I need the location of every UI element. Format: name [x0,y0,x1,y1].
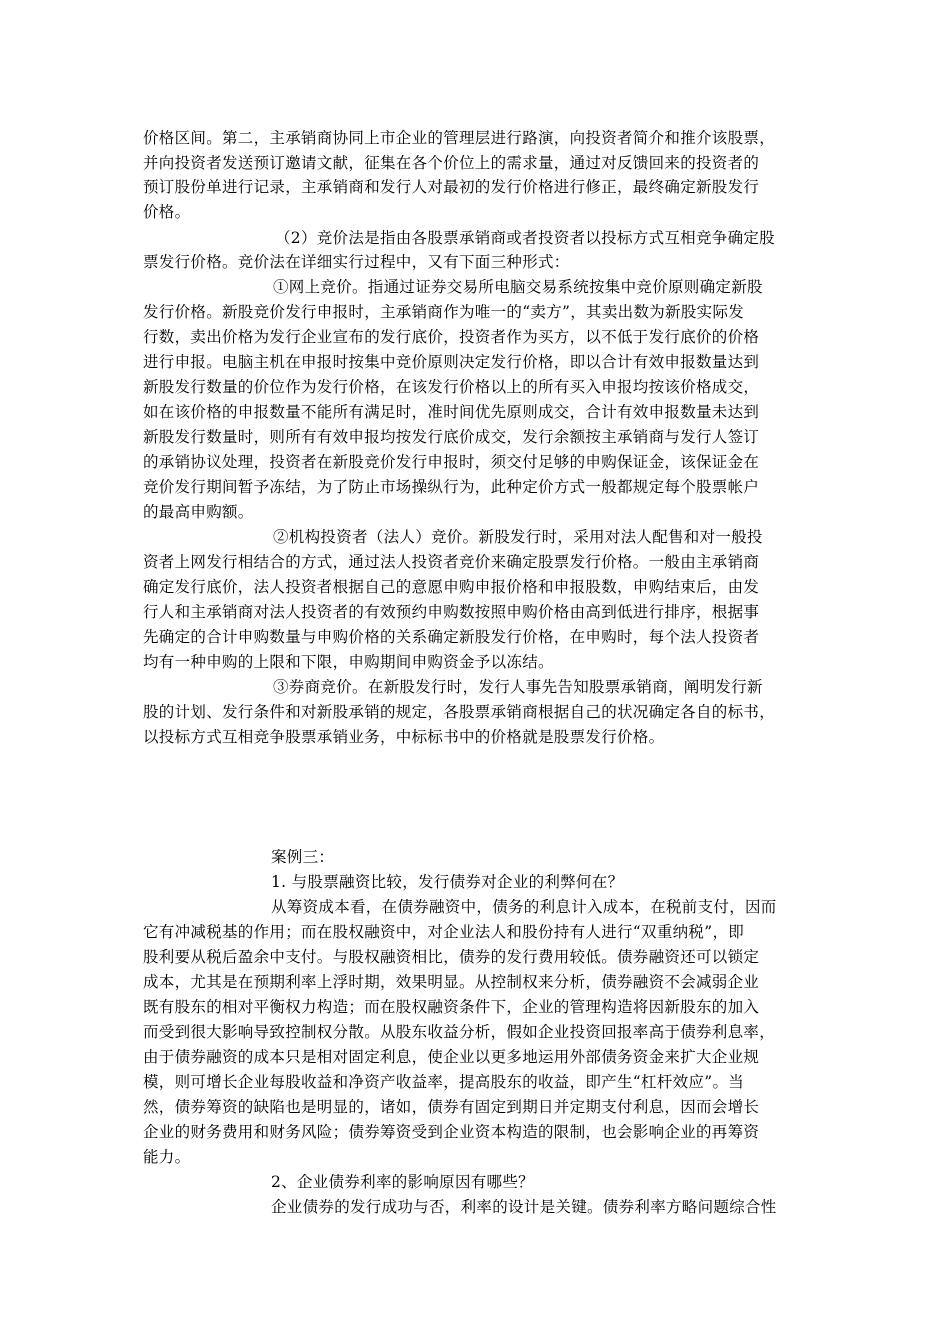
paragraph-line: 股的计划、发行条件和对新股承销的规定，各股票承销商根据自己的状况确定各自的标书， [143,703,776,721]
paragraph-line: 成本，尤其是在预期利率上浮时期，效果明显。从控制权来分析，债券融资不会减弱企业 [143,973,760,991]
paragraph-line: 行数，卖出价格为发行企业宣布的发行底价，投资者作为买方，以不低于发行底价的价格 [143,328,760,346]
paragraph-line: 新股发行数量的价位作为发行价格，在该发行价格以上的所有买入申报均按该价格成交， [143,378,760,396]
paragraph-line: 确定发行底价，法人投资者根据自己的意愿申购申报价格和申报股数，申购结束后，由发 [143,578,760,596]
paragraph-line: 进行申报。电脑主机在申报时按集中竞价原则决定发行价格，即以合计有效申报数量达到 [143,353,760,371]
paragraph-line: 价格。 [143,203,191,221]
question-heading: 2、企业债券利率的影响原因有哪些？ [271,1173,534,1191]
paragraph-line: 企业的财务费用和财务风险；债券筹资受到企业资本构造的限制，也会影响企业的再筹资 [143,1123,760,1141]
question-heading: 1. 与股票融资比较，发行债券对企业的利弊何在？ [271,873,624,891]
paragraph-line: 新股发行数量时，则所有有效申报均按发行底价成交，发行余额按主承销商与发行人签订 [143,428,760,446]
section-heading: 案例三： [271,848,335,866]
paragraph-line: 如在该价格的申报数量不能所有满足时，准时间优先原则成交，合计有效申报数量未达到 [143,403,760,421]
paragraph-line: 而受到很大影响导致控制权分散。从股东收益分析，假如企业投资回报率高于债券利息率， [143,1023,776,1041]
paragraph-line: 的承销协议处理，投资者在新股竞价发行申报时，须交付足够的申购保证金，该保证金在 [143,453,760,471]
paragraph-line: 价格区间。第二，主承销商协同上市企业的管理层进行路演，向投资者简介和推介该股票， [143,129,776,147]
paragraph-line: 以投标方式互相竞争股票承销业务，中标标书中的价格就是股票发行价格。 [143,728,665,746]
paragraph-line: 模，则可增长企业每股收益和净资产收益率，提高股东的收益，即产生“杠杆效应”。当 [143,1073,745,1091]
paragraph-line: 行人和主承销商对法人投资者的有效预约申购数按照申购价格由高到低进行排序，根据事 [143,603,760,621]
paragraph-line: 的最高申购额。 [143,503,254,521]
paragraph-line: 均有一种申购的上限和下限，申购期间申购资金予以冻结。 [143,653,554,671]
paragraph-line: ①网上竞价。指通过证券交易所电脑交易系统按集中竞价原则确定新股 [273,278,763,296]
paragraph-line: 预订股份单进行记录，主承销商和发行人对最初的发行价格进行修正，最终确定新股发行 [143,178,760,196]
paragraph-line: 先确定的合计申购数量与申购价格的关系确定新股发行价格，在申购时，每个法人投资者 [143,628,760,646]
paragraph-line: 股利要从税后盈余中支付。与股权融资相比，债券的发行费用较低。债券融资还可以锁定 [143,948,760,966]
paragraph-line: 它有冲减税基的作用；而在股权融资中，对企业法人和股份持有人进行“双重纳税”，即 [143,923,745,941]
paragraph-line: 资者上网发行相结合的方式，通过法人投资者竞价来确定股票发行价格。一般由主承销商 [143,553,760,571]
paragraph-line: 从筹资成本看，在债券融资中，债务的利息计入成本，在税前支付，因而 [271,898,777,916]
paragraph-line: 企业债券的发行成功与否，利率的设计是关键。债券利率方略问题综合性 [271,1198,777,1216]
paragraph-line: 能力。 [143,1148,191,1166]
paragraph-line: 票发行价格。竞价法在详细实行过程中，又有下面三种形式： [143,253,570,271]
paragraph-line: 由于债券融资的成本只是相对固定利息，使企业以更多地运用外部债务资金来扩大企业规 [143,1048,760,1066]
paragraph-line: 发行价格。新股竞价发行申报时，主承销商作为唯一的“卖方”，其卖出数为新股实际发 [143,303,745,321]
paragraph-line: 然，债券筹资的缺陷也是明显的，诸如，债券有固定到期日并定期支付利息，因而会增长 [143,1098,760,1116]
paragraph-line: ③券商竞价。在新股发行时，发行人事先告知股票承销商，阐明发行新 [273,678,763,696]
paragraph-line: 竞价发行期间暂予冻结，为了防止市场操纵行为，此种定价方式一般都规定每个股票帐户 [143,478,760,496]
paragraph-line: 既有股东的相对平衡权力构造；而在股权融资条件下，企业的管理构造将因新股东的加入 [143,998,760,1016]
paragraph-line: 并向投资者发送预订邀请文献，征集在各个价位上的需求量，通过对反馈回来的投资者的 [143,154,760,172]
paragraph-line: （2）竞价法是指由各股票承销商或者投资者以投标方式互相竞争确定股 [275,229,775,247]
paragraph-line: ②机构投资者（法人）竞价。新股发行时，采用对法人配售和对一般投 [273,528,763,546]
